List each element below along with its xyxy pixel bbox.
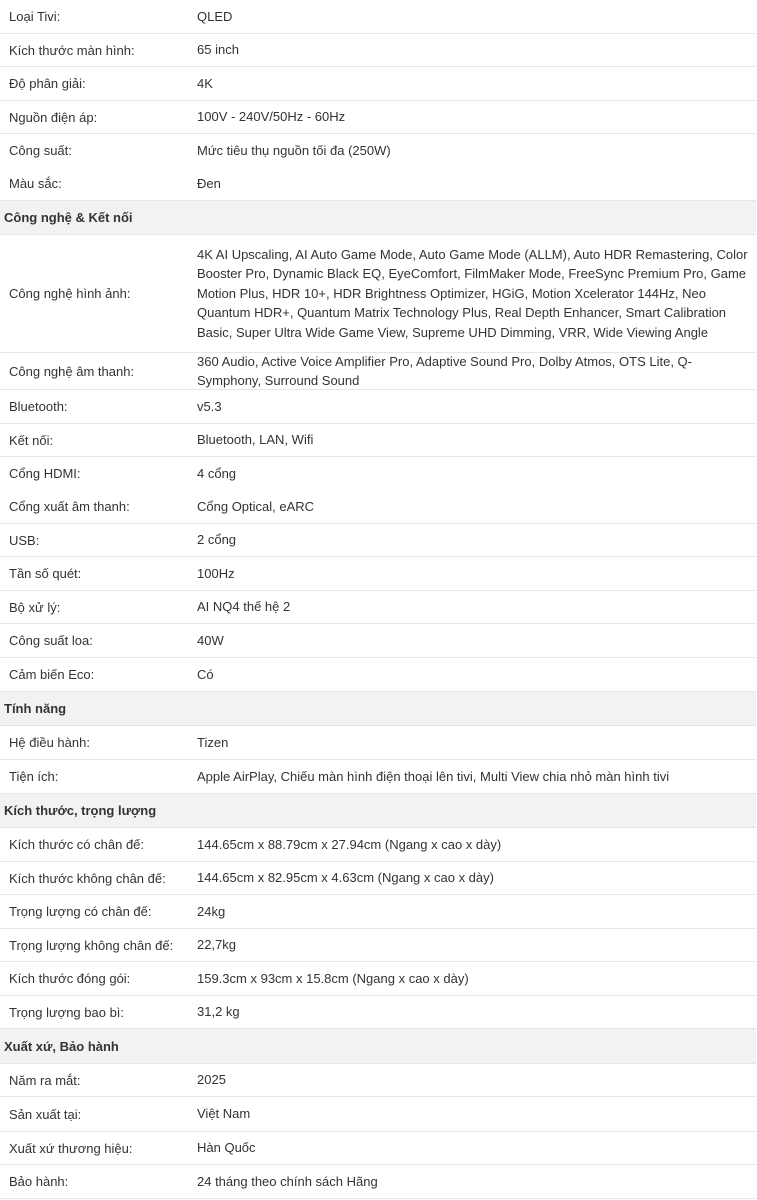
section-header bbox=[0, 1029, 756, 1064]
spec-row bbox=[0, 895, 756, 929]
spec-row bbox=[0, 67, 756, 101]
spec-row bbox=[0, 658, 756, 692]
spec-row bbox=[0, 624, 756, 658]
spec-label: Trọng lượng có chân đế: bbox=[9, 904, 152, 919]
spec-value: Apple AirPlay, Chiếu màn hình điện thoại lên tivi, Multi View chia nhỏ màn hình tivi bbox=[197, 768, 670, 784]
spec-value: 22,7kg bbox=[197, 937, 237, 953]
spec-row bbox=[0, 929, 756, 962]
spec-label: Sản xuất tại: bbox=[9, 1106, 82, 1122]
spec-value: 100Hz bbox=[197, 565, 235, 581]
spec-value: Hàn Quốc bbox=[197, 1140, 256, 1156]
spec-label: Tiện ích: bbox=[9, 769, 59, 784]
spec-label: Trọng lượng không chân đế: bbox=[9, 937, 174, 953]
spec-value: 144.65cm x 82.95cm x 4.63cm (Ngang x cao x dày) bbox=[197, 870, 494, 886]
section-title: Kích thước, trọng lượng bbox=[4, 803, 157, 818]
spec-value: 40W bbox=[197, 632, 224, 648]
spec-value: 360 Audio, Active Voice Amplifier Pro, Adaptive Sound Pro, Dolby Atmos, OTS Lite, Q-Symphony, Surround Sound bbox=[197, 353, 692, 388]
spec-label: Kích thước không chân đế: bbox=[9, 870, 166, 886]
spec-row bbox=[0, 1064, 756, 1097]
spec-value: 4 cổng bbox=[197, 465, 237, 481]
section-header bbox=[0, 201, 756, 235]
spec-row bbox=[0, 726, 756, 760]
spec-row bbox=[0, 457, 756, 491]
spec-row bbox=[0, 828, 756, 862]
spec-row bbox=[0, 167, 756, 201]
spec-label: Bảo hành: bbox=[9, 1174, 69, 1189]
spec-label: Kích thước màn hình: bbox=[9, 42, 135, 58]
spec-label: Bluetooth: bbox=[9, 399, 68, 414]
spec-row bbox=[0, 557, 756, 591]
spec-label: Kết nối: bbox=[9, 432, 54, 448]
spec-value: Có bbox=[197, 666, 214, 682]
spec-value: 2025 bbox=[197, 1072, 226, 1088]
spec-value: 4K bbox=[197, 75, 213, 91]
section-title: Công nghệ & Kết nối bbox=[4, 210, 133, 225]
spec-label: Năm ra mắt: bbox=[9, 1072, 81, 1088]
spec-row bbox=[0, 1097, 756, 1132]
spec-value: QLED bbox=[197, 8, 233, 24]
spec-value: 100V - 240V/50Hz - 60Hz bbox=[197, 109, 346, 125]
spec-value: Tizen bbox=[197, 734, 229, 750]
spec-value: Bluetooth, LAN, Wifi bbox=[197, 432, 314, 448]
spec-label: Bộ xử lý: bbox=[9, 599, 61, 615]
spec-row bbox=[0, 134, 756, 168]
spec-value: 65 inch bbox=[197, 42, 239, 58]
spec-value: Mức tiêu thụ nguồn tối đa (250W) bbox=[197, 142, 391, 158]
spec-row bbox=[0, 0, 756, 34]
spec-row bbox=[0, 862, 756, 895]
spec-label: Màu sắc: bbox=[9, 176, 62, 191]
spec-row bbox=[0, 760, 756, 794]
section-title: Tính năng bbox=[4, 701, 67, 716]
spec-row bbox=[0, 235, 756, 353]
spec-value: 24kg bbox=[197, 903, 226, 919]
spec-value: Việt Nam bbox=[197, 1106, 251, 1122]
spec-row bbox=[0, 524, 756, 557]
spec-row bbox=[0, 1132, 756, 1165]
spec-value: AI NQ4 thế hệ 2 bbox=[197, 599, 291, 615]
spec-label: Độ phân giải: bbox=[9, 76, 86, 91]
spec-label: Cổng xuất âm thanh: bbox=[9, 499, 130, 514]
spec-row bbox=[0, 101, 756, 134]
spec-value: Đen bbox=[197, 175, 221, 191]
spec-value: 144.65cm x 88.79cm x 27.94cm (Ngang x cao x dày) bbox=[197, 836, 502, 852]
spec-value: 24 tháng theo chính sách Hãng bbox=[197, 1173, 378, 1189]
spec-label: Loại Tivi: bbox=[9, 9, 61, 24]
spec-label: Công nghệ hình ảnh: bbox=[9, 286, 131, 301]
spec-label: Cổng HDMI: bbox=[9, 466, 81, 481]
spec-row bbox=[0, 353, 756, 390]
spec-label: Công suất loa: bbox=[9, 633, 93, 648]
spec-row bbox=[0, 962, 756, 996]
spec-label: Hệ điều hành: bbox=[9, 735, 90, 750]
spec-row bbox=[0, 34, 756, 67]
spec-value: 159.3cm x 93cm x 15.8cm (Ngang x cao x dày) bbox=[197, 970, 469, 986]
section-header bbox=[0, 794, 756, 828]
spec-label: Kích thước có chân đế: bbox=[9, 837, 145, 852]
spec-label: Xuất xứ thương hiệu: bbox=[9, 1140, 133, 1156]
section-title: Xuất xứ, Bảo hành bbox=[4, 1038, 119, 1054]
spec-value: v5.3 bbox=[197, 398, 222, 414]
spec-value: 2 cổng bbox=[197, 532, 237, 548]
spec-row bbox=[0, 424, 756, 457]
spec-row bbox=[0, 1165, 756, 1199]
spec-label: Nguồn điện áp: bbox=[9, 109, 98, 125]
spec-label: Công nghệ âm thanh: bbox=[9, 363, 135, 379]
spec-row bbox=[0, 490, 756, 524]
spec-value: Cổng Optical, eARC bbox=[197, 498, 315, 514]
spec-value: 4K AI Upscaling, AI Auto Game Mode, Auto Game Mode (ALLM), Auto HDR Remastering, Color Booster Pro, Dynamic Black EQ, EyeComfort, FilmMaker Mode, FreeSync Premium Pro, Game Motion Plus, HDR 10+, HDR Brightness Optimizer, HGiG, Motion Xcelerator 144Hz, Neo Quantum HDR+, Quantum Matrix Technology Plus, Real Depth Enhancer, Smart Calibration Basic, Super Ultra Wide Game View, Supreme UHD Dimming, VRR, Wide Viewing Angle bbox=[197, 246, 748, 340]
spec-label: USB: bbox=[9, 532, 40, 548]
section-header bbox=[0, 692, 756, 726]
spec-value: 31,2 kg bbox=[197, 1004, 240, 1020]
spec-label: Cảm biến Eco: bbox=[9, 667, 95, 682]
spec-label: Công suất: bbox=[9, 143, 72, 158]
spec-label: Tần số quét: bbox=[9, 566, 82, 581]
spec-label: Kích thước đóng gói: bbox=[9, 971, 131, 986]
spec-row bbox=[0, 591, 756, 624]
spec-row bbox=[0, 996, 756, 1029]
spec-label: Trọng lượng bao bì: bbox=[9, 1004, 125, 1020]
spec-row bbox=[0, 390, 756, 424]
